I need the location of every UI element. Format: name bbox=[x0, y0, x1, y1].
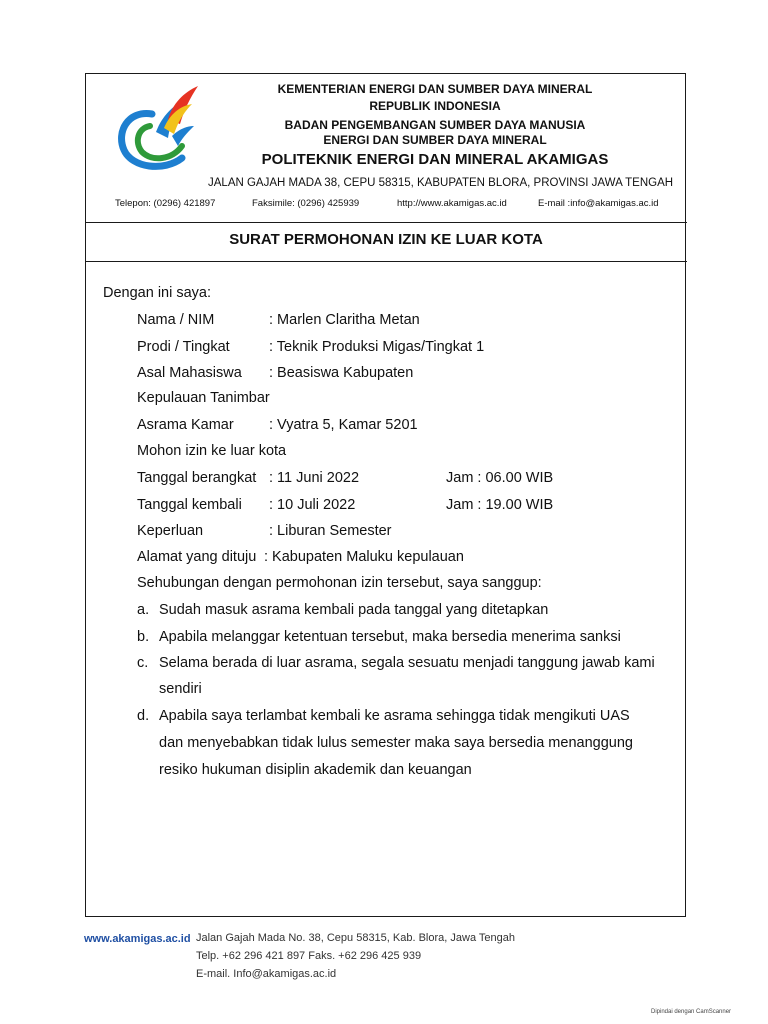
intro-text: Dengan ini saya: bbox=[103, 285, 212, 301]
alamat-value: : Kabupaten Maluku kepulauan bbox=[264, 549, 464, 565]
berangkat-label: Tanggal berangkat bbox=[137, 470, 257, 486]
asal-continuation: Kepulauan Tanimbar bbox=[137, 390, 270, 406]
keperluan-value: : Liburan Semester bbox=[269, 523, 392, 539]
alamat-label: Alamat yang dituju bbox=[137, 549, 257, 565]
kembali-value: : 10 Juli 2022 bbox=[269, 497, 356, 513]
prodi-value: : Teknik Produksi Migas/Tingkat 1 bbox=[269, 339, 485, 355]
header-website-link[interactable]: http://www.akamigas.ac.id bbox=[397, 198, 507, 209]
point-c-line1: Selama berada di luar asrama, segala sesuatu menjadi tanggung jawab kami bbox=[159, 655, 655, 671]
nama-label: Nama / NIM bbox=[137, 312, 215, 328]
institution-name: POLITEKNIK ENERGI DAN MINERAL AKAMIGAS bbox=[261, 151, 609, 168]
akamigas-logo-icon bbox=[110, 80, 202, 174]
asrama-label: Asrama Kamar bbox=[137, 417, 234, 433]
footer-website-link[interactable]: www.akamigas.ac.id bbox=[84, 933, 191, 945]
asal-label: Asal Mahasiswa bbox=[137, 365, 242, 381]
sanggup-text: Sehubungan dengan permohonan izin tersebut, saya sanggup: bbox=[137, 575, 542, 591]
ministry-line: KEMENTERIAN ENERGI DAN SUMBER DAYA MINERAL bbox=[277, 82, 593, 96]
mohon-text: Mohon izin ke luar kota bbox=[137, 443, 287, 459]
kembali-jam: Jam : 19.00 WIB bbox=[446, 497, 554, 513]
kembali-label: Tanggal kembali bbox=[137, 497, 242, 513]
footer-phone: Telp. +62 296 421 897 Faks. +62 296 425 939 bbox=[196, 950, 422, 962]
point-a-marker: a. bbox=[137, 602, 150, 618]
point-c-marker: c. bbox=[137, 655, 149, 671]
header-address: JALAN GAJAH MADA 38, CEPU 58315, KABUPATEN BLORA, PROVINSI JAWA TENGAH bbox=[208, 177, 674, 189]
point-d-line3: resiko hukuman disiplin akademik dan keuangan bbox=[159, 762, 472, 778]
footer-address: Jalan Gajah Mada No. 38, Cepu 58315, Kab. Blora, Jawa Tengah bbox=[196, 932, 516, 944]
footer-email: E-mail. Info@akamigas.ac.id bbox=[196, 968, 337, 980]
point-c-line2: sendiri bbox=[159, 681, 202, 697]
point-d-line1: Apabila saya terlambat kembali ke asrama sehingga tidak mengikuti UAS bbox=[159, 708, 630, 724]
header-email-link[interactable]: E-mail :info@akamigas.ac.id bbox=[538, 198, 659, 209]
berangkat-value: : 11 Juni 2022 bbox=[269, 470, 360, 486]
header-fax: Faksimile: (0296) 425939 bbox=[252, 198, 360, 209]
document-title: SURAT PERMOHONAN IZIN KE LUAR KOTA bbox=[229, 231, 543, 248]
republic-line: REPUBLIK INDONESIA bbox=[369, 99, 501, 113]
header-divider-top bbox=[85, 222, 687, 223]
header-divider-bottom bbox=[85, 261, 687, 262]
prodi-label: Prodi / Tingkat bbox=[137, 339, 230, 355]
berangkat-jam: Jam : 06.00 WIB bbox=[446, 470, 554, 486]
point-a-text: Sudah masuk asrama kembali pada tanggal yang ditetapkan bbox=[159, 602, 549, 618]
asrama-value: : Vyatra 5, Kamar 5201 bbox=[269, 417, 418, 433]
point-b-text: Apabila melanggar ketentuan tersebut, maka bersedia menerima sanksi bbox=[159, 629, 621, 645]
nama-value: : Marlen Claritha Metan bbox=[269, 312, 420, 328]
agency-line: BADAN PENGEMBANGAN SUMBER DAYA MANUSIA bbox=[284, 118, 586, 132]
agency-subline: ENERGI DAN SUMBER DAYA MINERAL bbox=[323, 133, 547, 147]
asal-value: : Beasiswa Kabupaten bbox=[269, 365, 414, 381]
point-d-line2: dan menyebabkan tidak lulus semester maka saya bersedia menanggung bbox=[159, 735, 633, 751]
header-phone: Telepon: (0296) 421897 bbox=[115, 198, 216, 209]
scanner-watermark: Dipindai dengan CamScanner bbox=[651, 1009, 732, 1015]
point-d-marker: d. bbox=[137, 708, 150, 724]
point-b-marker: b. bbox=[137, 629, 150, 645]
keperluan-label: Keperluan bbox=[137, 523, 204, 539]
